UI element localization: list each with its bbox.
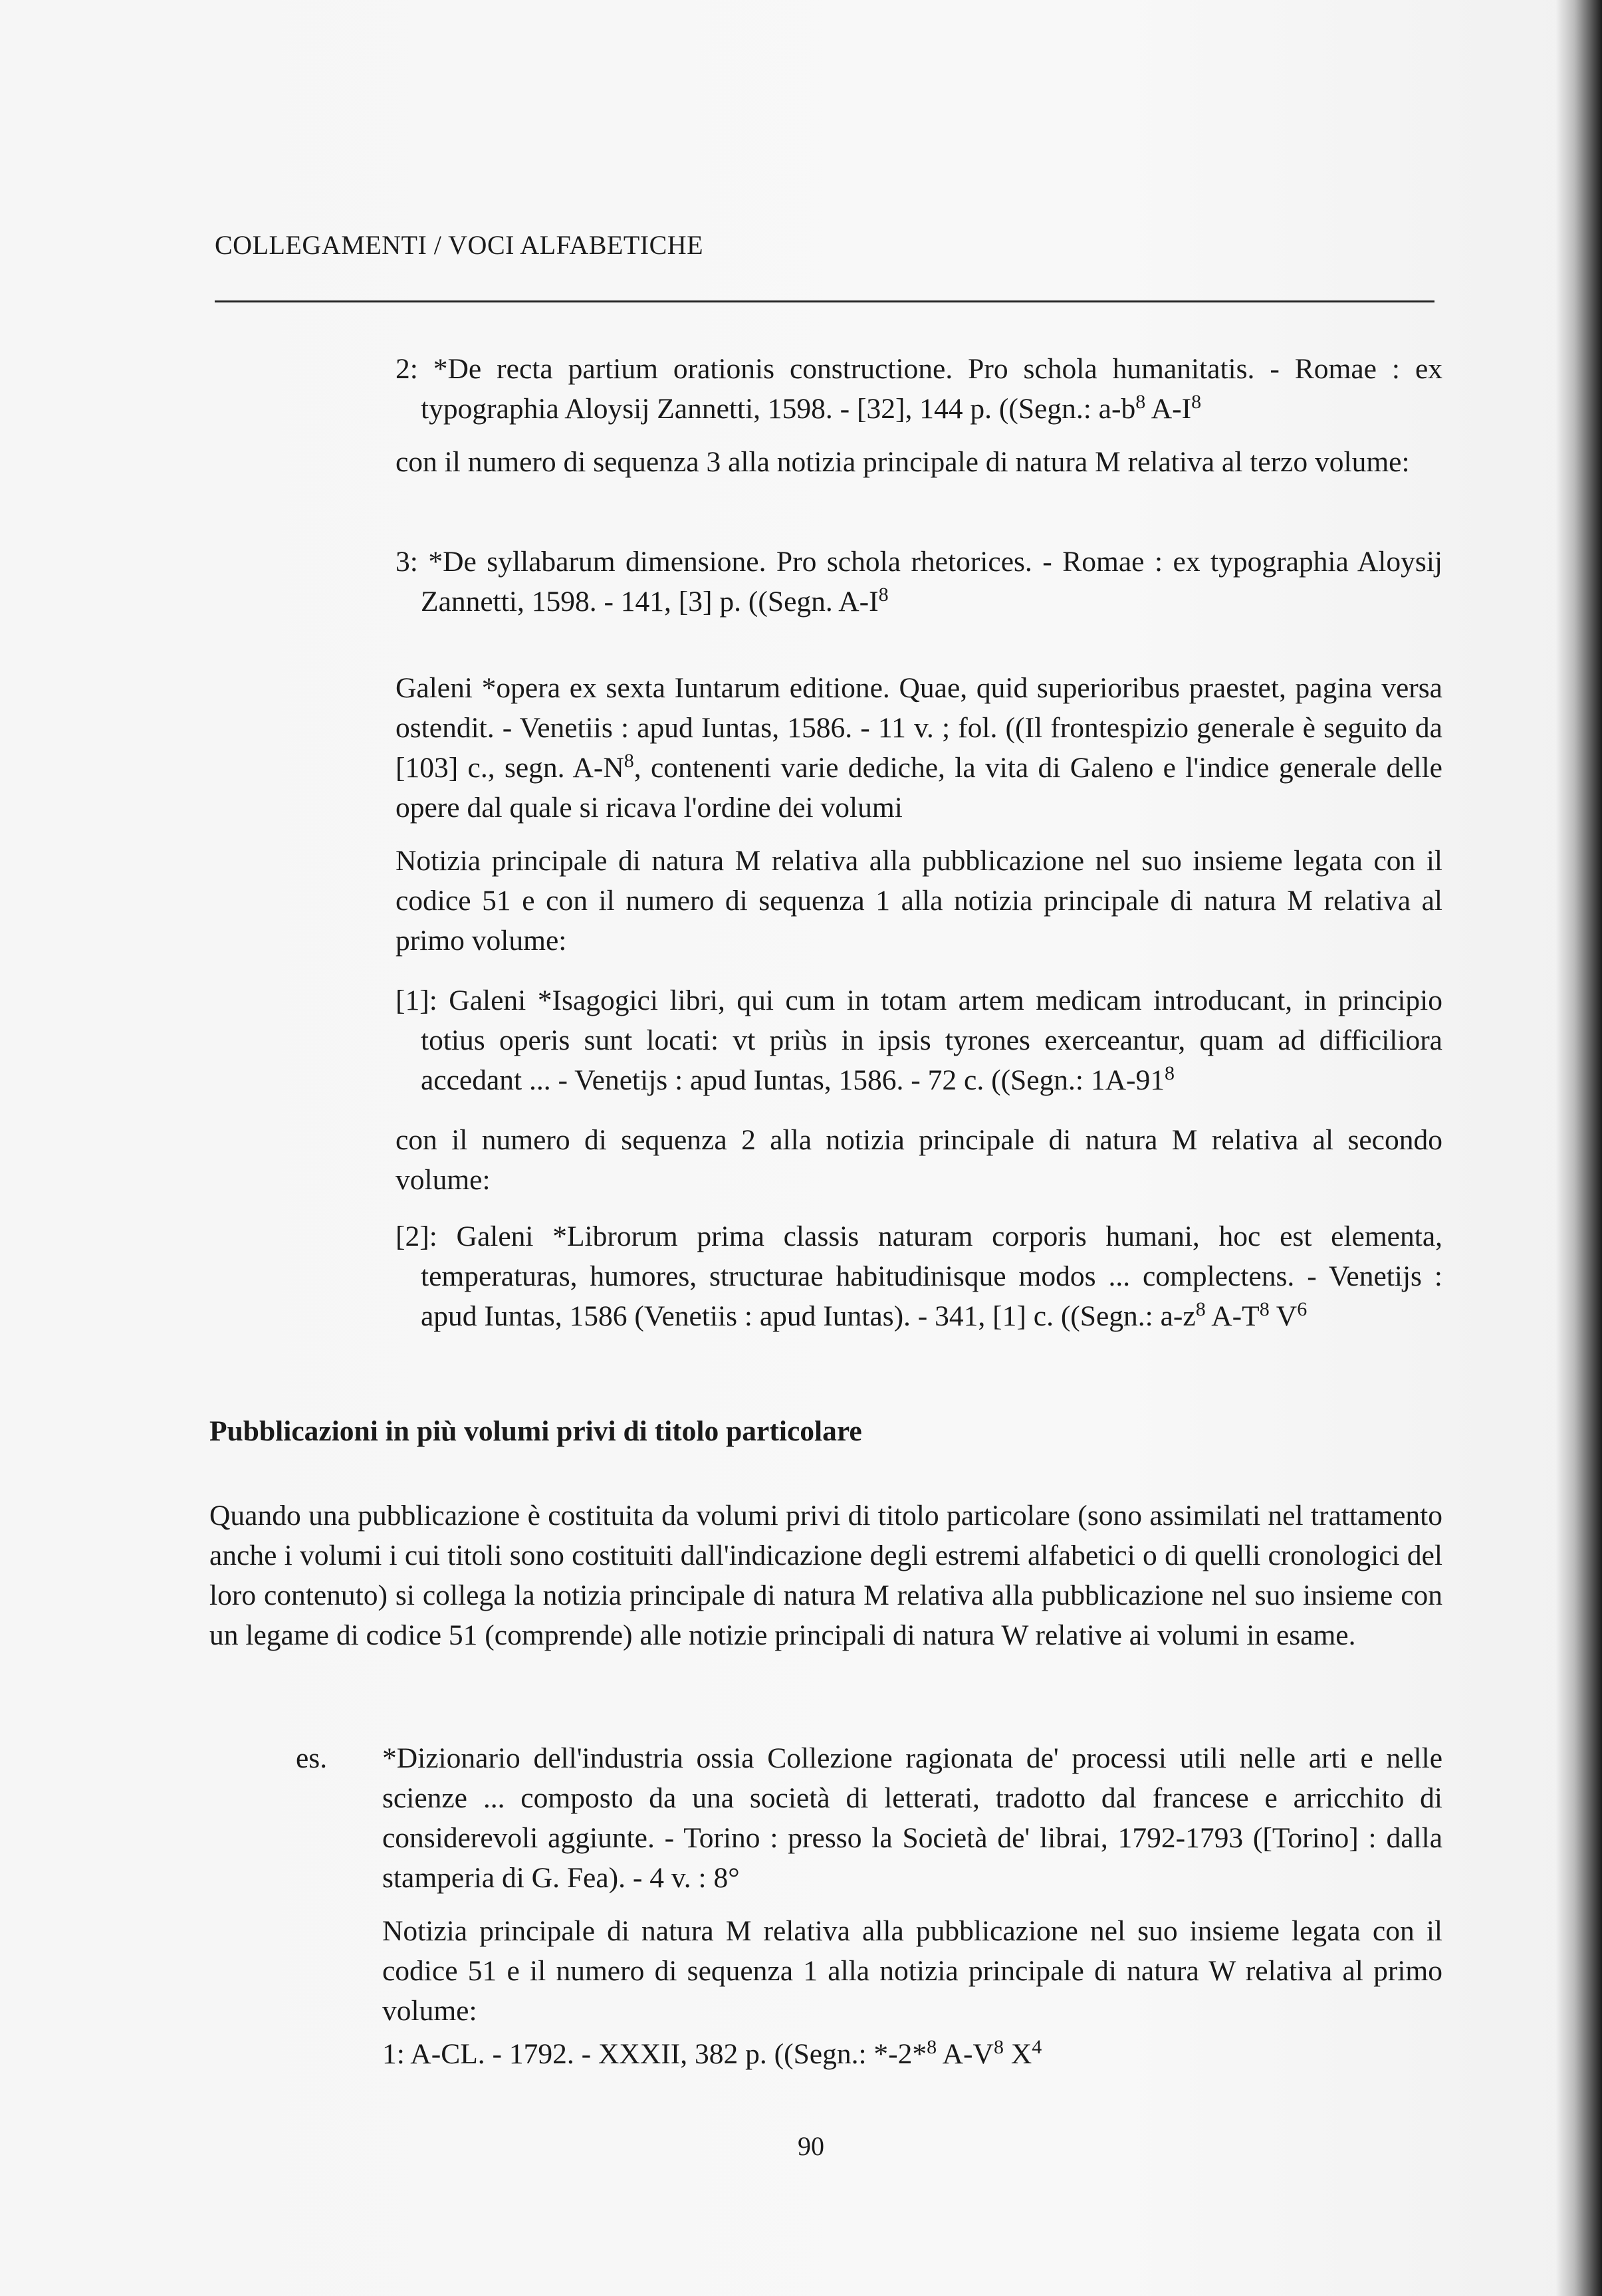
entry-dizionario-volume-1: 1: A-CL. - 1792. - XXXII, 382 p. ((Segn.: *-2*$^8$ $A-V^8$ $X^4$ [382,2036,1042,2070]
entry-galeni-opera: Galeni *opera ex sexta Iuntarum editione. Quae, quid superioribus praestet, pagina versa ostendit. - Venetiis : apud Iuntas, 1586. - 11 v. ; fol. ((Il frontespizio generale è seguito da [103] c., segn. $A-N^8$, contenenti varie dediche, la vita di Galeno e l'indice generale delle opere dal quale si ricava l'ordine dei volumi [396,672,1442,824]
entry-volume-3: 3: *De syllabarum dimensione. Pro schola rhetorices. - Romae : ex typographia Aloysij Zannetti, 1598. - 141, [3] p. ((Segn. $A-I^8$ [396,546,1442,618]
example-label: es. [296,1742,328,1774]
entry-dizionario: *Dizionario dell'industria ossia Collezione ragionata de' processi utili nelle arti e nelle scienze ... composto da una società di letterati, tradotto dal francese e arricchito di considerevoli aggiunte. - Torino : presso la Società de' librai, 1792-1793 ([Torino] : dalla stamperia di G. Fea). - 4 v. : 8° [382,1742,1442,1894]
entry-galeni-volume-2: [2]: Galeni *Librorum prima classis naturam corporis humani, hoc est elementa, temperaturas, humores, structurae habitudinisque modos ... complectens. - Venetijs : apud Iuntas, 1586 (Venetiis : apud Iuntas). - 341, [1] c. ((Segn.: $a-z^8$ $A-T^8$ $V^6$ [396,1220,1442,1332]
header-rule [215,300,1434,302]
section-heading: Pubblicazioni in più volumi privi di titolo particolare [209,1415,862,1447]
main-record-note-w: Notizia principale di natura M relativa alla pubblicazione nel suo insieme legata con il codice 51 e il numero di sequenza 1 alla notizia principale di natura W relativa al primo volume: [382,1915,1442,2027]
section-paragraph: Quando una pubblicazione è costituita da volumi privi di titolo particolare (sono assimilati nel trattamento anche i volumi i cui titoli sono costituiti dall'indicazione degli estremi alfabetici o di quelli cronologici del loro contenuto) si collega la notizia principale di natura M relativa alla pubblicazione nel suo insieme con un legame di codice 51 (comprende) alle notizie principali di natura W relative ai volumi in esame. [209,1500,1442,1651]
sequence-note-3: con il numero di sequenza 3 alla notizia principale di natura M relativa al terzo volume: [396,446,1410,478]
main-record-note: Notizia principale di natura M relativa alla pubblicazione nel suo insieme legata con il codice 51 e con il numero di sequenza 1 alla notizia principale di natura M relativa al primo volume: [396,845,1442,957]
page-number: 90 [798,2131,824,2161]
page-edge-shadow [1555,0,1602,2296]
sequence-note-2: con il numero di sequenza 2 alla notizia principale di natura M relativa al secondo volume: [396,1124,1442,1196]
running-header: COLLEGAMENTI / VOCI ALFABETICHE [215,230,704,260]
entry-volume-2: 2: *De recta partium orationis constructione. Pro schola humanitatis. - Romae : ex typographia Aloysij Zannetti, 1598. - [32], 144 p. ((Segn.: $a-b^8$ $A-I^8$ [396,353,1442,425]
entry-galeni-volume-1: [1]: Galeni *Isagogici libri, qui cum in totam artem medicam introducant, in principio totius operis sunt locati: vt priùs in ipsis tyrones exerceantur, quam ad difficiliora accedant ... - Venetijs : apud Iuntas, 1586. - 72 c. ((Segn.: $1A-91^8$ [396,984,1442,1096]
